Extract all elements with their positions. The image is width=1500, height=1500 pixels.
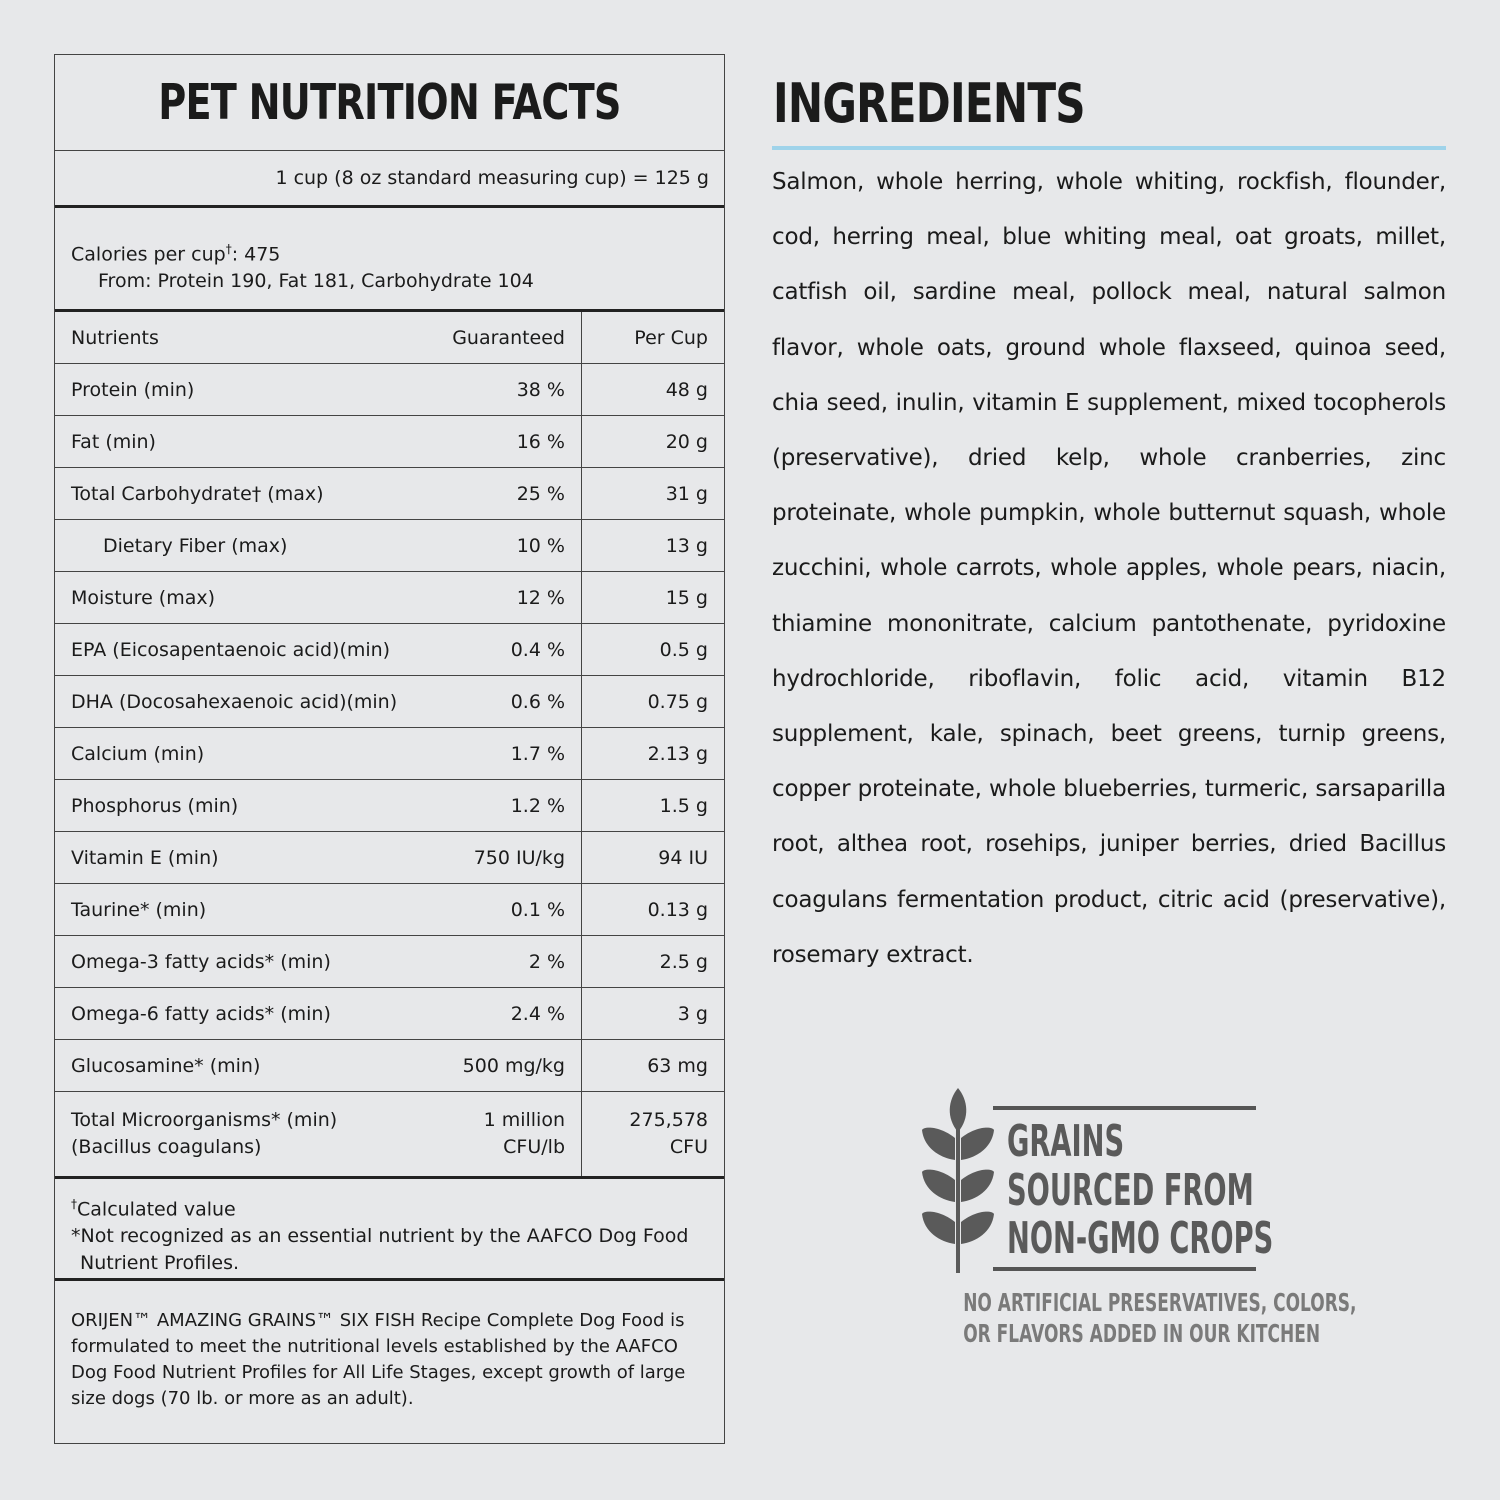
footnotes — [55, 1179, 724, 1281]
nutrient-name: Omega-6 fatty acids* (min) — [55, 988, 430, 1040]
nutrient-name: Phosphorus (min) — [55, 780, 430, 832]
table-row — [55, 416, 724, 468]
nutrient-guaranteed: 0.6 % — [430, 676, 582, 728]
nutrient-per-cup: 0.5 g — [582, 624, 725, 676]
ingredients-title: INGREDIENTS — [773, 72, 1085, 135]
nutrient-name: DHA (Docosahexaenoic acid)(min) — [55, 676, 430, 728]
calories-breakdown: From: Protein 190, Fat 181, Carbohydrate 104 — [98, 270, 534, 293]
ingredients-rule — [772, 146, 1446, 150]
ingredients-text: Salmon, whole herring, whole whiting, rockfish, flounder, cod, herring meal, blue whiting meal, oat groats, millet, catfish oil, sardine meal, pollock meal, natural salmon flavor, whole oats, ground whole flaxseed, quinoa seed, chia seed, inulin, vitamin E supplement, mixed tocopherols (preservative), dried kelp, whole cranberries, zinc proteinate, whole pumpkin, whole butternut squash, whole zucchini, whole carrots, whole apples, whole pears, niacin, thiamine mononitrate, calcium pantothenate, pyridoxine hydrochloride, riboflavin, folic acid, vitamin B12 supplement, kale, spinach, beet greens, turnip greens, copper proteinate, whole blueberries, turmeric, sarsaparilla root, althea root, rosehips, juniper berries, dried Bacillus coagulans fermentation product, citric acid (preservative), rosemary extract. — [772, 169, 1446, 968]
nutrient-per-cup: 20 g — [582, 416, 725, 468]
badge-rule-bottom — [993, 1267, 1256, 1271]
calories-line: Calories per cup†: 475 — [71, 242, 281, 266]
nutrient-per-cup: 48 g — [582, 364, 725, 416]
nutrient-per-cup: 31 g — [582, 468, 725, 520]
header-guaranteed: Guaranteed — [430, 312, 582, 364]
nutrient-guaranteed: 2 % — [430, 936, 582, 988]
footnote-aafco: *Not recognized as an essential nutrient by the AAFCO Dog Food — [71, 1225, 689, 1248]
nutrient-per-cup: 13 g — [582, 520, 725, 572]
table-row — [55, 520, 724, 572]
table-row — [55, 1040, 724, 1092]
nutrient-name: Taurine* (min) — [55, 884, 430, 936]
table-row — [55, 780, 724, 832]
nutrient-per-cup: 1.5 g — [582, 780, 725, 832]
header-per-cup: Per Cup — [582, 312, 725, 364]
nutrient-per-cup: 275,578 CFU — [582, 1092, 725, 1178]
table-row — [55, 936, 724, 988]
table-row — [55, 832, 724, 884]
nutrient-per-cup: 0.75 g — [582, 676, 725, 728]
table-row — [55, 572, 724, 624]
nutrient-guaranteed: 0.1 % — [430, 884, 582, 936]
badge-rule-top — [993, 1106, 1256, 1110]
table-row — [55, 624, 724, 676]
nutrient-guaranteed: 16 % — [430, 416, 582, 468]
footnote-calculated: †Calculated value — [71, 1197, 236, 1221]
table-row — [55, 1092, 724, 1178]
nutrient-guaranteed: 0.4 % — [430, 624, 582, 676]
nutrient-guaranteed: 38 % — [430, 364, 582, 416]
nutrient-per-cup: 2.13 g — [582, 728, 725, 780]
aafco-statement: ORIJEN™ AMAZING GRAINS™ SIX FISH Recipe Complete Dog Food is formulated to meet the nutritional levels established by the AAFCO Dog Food Nutrient Profiles for All Life Stages, except growth of large size dogs (70 lb. or more as an adult). — [71, 1310, 686, 1409]
nutrient-name: Glucosamine* (min) — [55, 1040, 430, 1092]
wheat-icon — [918, 1088, 998, 1273]
nutrient-name: Protein (min) — [55, 364, 430, 416]
nutrition-title: PET NUTRITION FACTS — [55, 55, 724, 151]
badge-text: GRAINS SOURCED FROM NON-GMO CROPS — [1007, 1116, 1274, 1264]
nutrient-guaranteed: 1 million CFU/lb — [430, 1092, 582, 1178]
table-row — [55, 468, 724, 520]
nutrient-guaranteed: 500 mg/kg — [430, 1040, 582, 1092]
calories-block — [55, 208, 724, 312]
nutrient-guaranteed: 2.4 % — [430, 988, 582, 1040]
nutrient-name: Dietary Fiber (max) — [55, 520, 430, 572]
nutrient-guaranteed: 10 % — [430, 520, 582, 572]
nutrient-per-cup: 63 mg — [582, 1040, 725, 1092]
header-nutrients: Nutrients — [55, 312, 430, 364]
table-row — [55, 676, 724, 728]
table-row — [55, 988, 724, 1040]
badge-note: NO ARTIFICIAL PRESERVATIVES, COLORS, OR FLAVORS ADDED IN OUR KITCHEN — [963, 1288, 1357, 1348]
nutrients-table — [55, 312, 724, 1179]
nutrient-guaranteed: 25 % — [430, 468, 582, 520]
nutrient-name: Total Microorganisms* (min) (Bacillus coagulans) — [55, 1092, 430, 1178]
nutrient-per-cup: 3 g — [582, 988, 725, 1040]
nutrient-name: Omega-3 fatty acids* (min) — [55, 936, 430, 988]
nutrient-guaranteed: 1.7 % — [430, 728, 582, 780]
nutrient-name: Vitamin E (min) — [55, 832, 430, 884]
nutrition-facts-panel — [54, 54, 725, 1444]
nutrient-guaranteed: 1.2 % — [430, 780, 582, 832]
nutrient-per-cup: 0.13 g — [582, 884, 725, 936]
nutrient-name: EPA (Eicosapentaenoic acid)(min) — [55, 624, 430, 676]
nutrient-per-cup: 2.5 g — [582, 936, 725, 988]
nutrient-name: Total Carbohydrate† (max) — [55, 468, 430, 520]
footnote-aafco-cont: Nutrient Profiles. — [80, 1252, 240, 1275]
table-header-row — [55, 312, 724, 364]
table-row — [55, 728, 724, 780]
nutrient-name: Fat (min) — [55, 416, 430, 468]
table-row — [55, 884, 724, 936]
nutrient-name: Moisture (max) — [55, 572, 430, 624]
nutrient-guaranteed: 12 % — [430, 572, 582, 624]
serving-size: 1 cup (8 oz standard measuring cup) = 125 g — [55, 151, 724, 208]
nutrient-per-cup: 94 IU — [582, 832, 725, 884]
nutrient-per-cup: 15 g — [582, 572, 725, 624]
nutrient-name: Calcium (min) — [55, 728, 430, 780]
table-row — [55, 364, 724, 416]
nutrient-guaranteed: 750 IU/kg — [430, 832, 582, 884]
